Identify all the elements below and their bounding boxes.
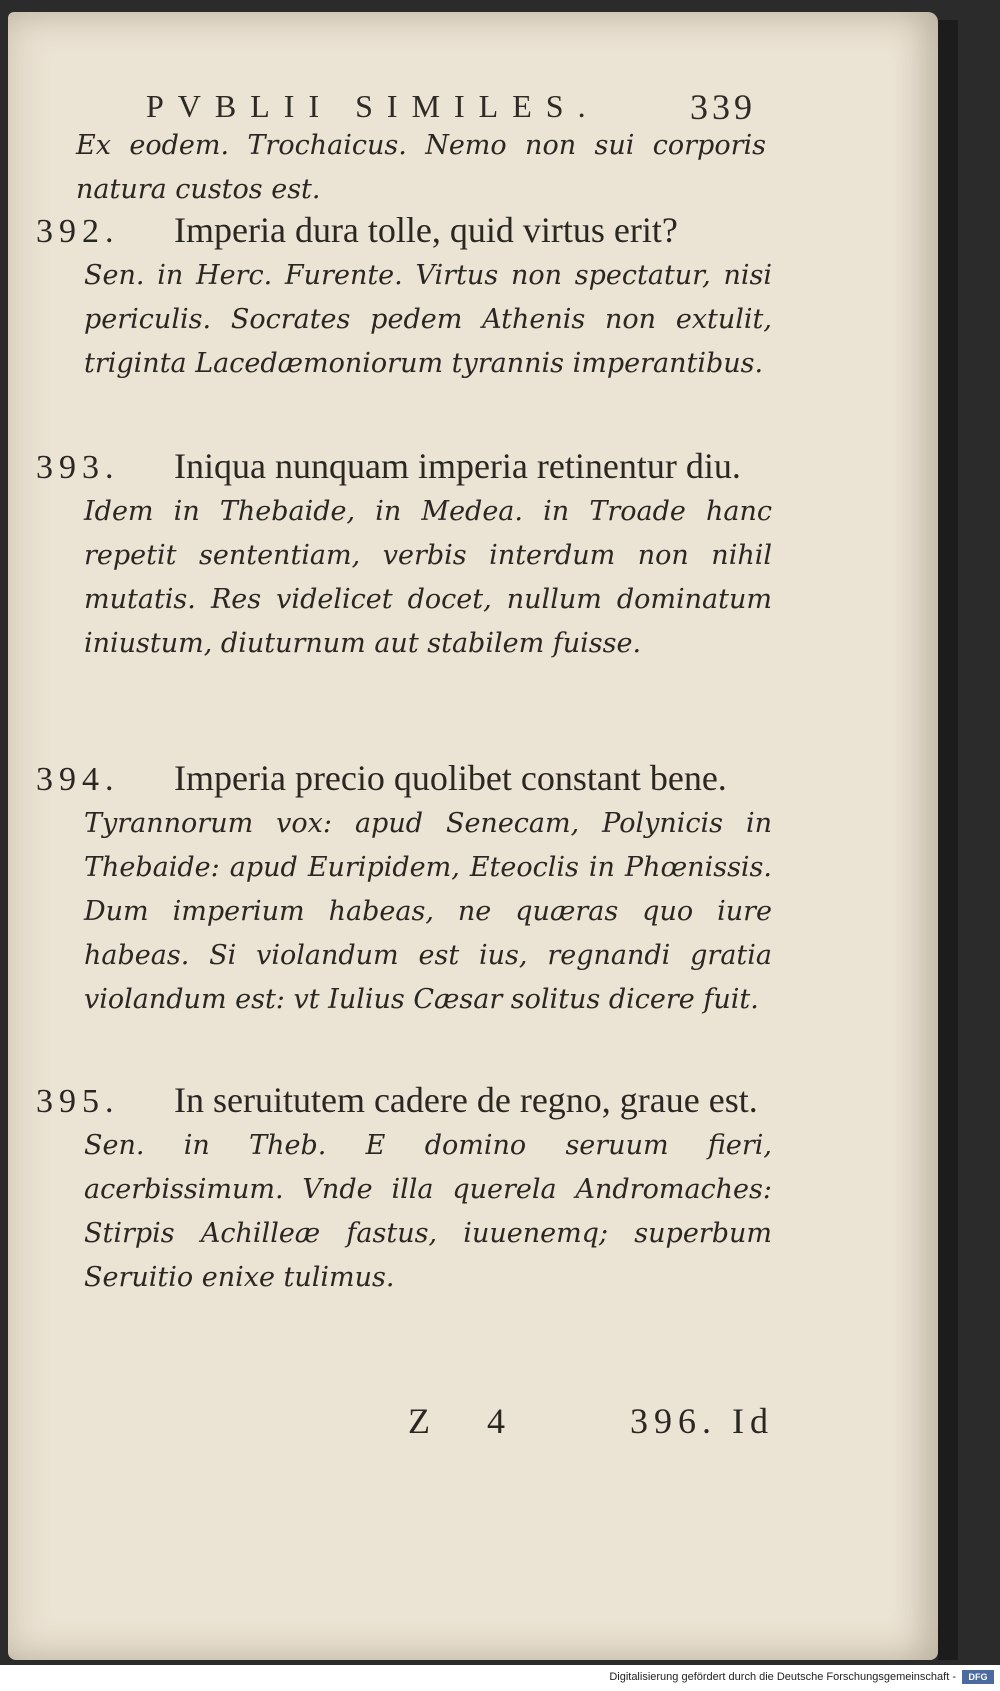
sententia-line: Imperia dura tolle, quid virtus erit? [174,210,678,250]
top-note: Ex eodem. Trochaicus. Nemo non sui corporis natura custos est. [76,130,766,205]
running-head-title: PVBLII SIMILES. [146,88,600,124]
sententia-line: In seruitutem cadere de regno, graue est. [174,1080,758,1120]
sententia-line: Iniqua nunquam imperia retinentur diu. [174,446,741,486]
dfg-logo: DFG [962,1670,994,1684]
credit-text: Digitalisierung gefördert durch die Deutsche Forschungsgemeinschaft - [609,1671,956,1683]
entry-number: 392. [36,213,120,250]
entry-395 [36,1078,776,1300]
sententia-text [36,208,776,254]
page-edge-shadow [938,20,958,1660]
book-page [8,12,938,1660]
entry-393 [36,444,776,666]
entry-number: 395. [36,1083,120,1120]
catchword: 396. Id [630,1401,774,1441]
page-number: 339 [690,87,756,127]
entry-number: 393. [36,449,120,486]
sententia-text [36,444,776,490]
signature-mark: Z 4 [408,1401,529,1441]
entry-number: 394. [36,761,120,798]
commentary: Sen. in Herc. Furente. Virtus non spectatur, nisi periculis. Socrates pedem Athenis non extulit, triginta Lacedæmoniorum tyrannis imperantibus. [84,260,772,379]
running-head [146,88,786,125]
entry-392 [36,208,776,386]
sententia-text [36,1078,776,1124]
commentary: Tyrannorum vox: apud Senecam, Polynicis in Thebaide: apud Euripidem, Eteoclis in Phœnissis. Dum imperium habeas, ne quæras quo iure habeas. Si violandum est ius, regnandi gratia violandum est: vt Iulius Cæsar solitus dicere fuit. [84,808,772,1015]
sententia-line: Imperia precio quolibet constant bene. [174,758,727,798]
commentary: Idem in Thebaide, in Medea. in Troade hanc repetit sententiam, verbis interdum non nihil mutatis. Res videlicet docet, nullum dominatum iniustum, diuturnum aut stabilem fuisse. [84,496,772,659]
sententia-text [36,756,776,802]
commentary: Sen. in Theb. E domino seruum fieri, acerbissimum. Vnde illa querela Andromaches: Stirpis Achilleæ fastus, iuuenemq; superbum Seruitio enixe tulimus. [84,1130,772,1293]
digitization-credit-bar [0,1665,1000,1691]
entry-394 [36,756,776,1022]
